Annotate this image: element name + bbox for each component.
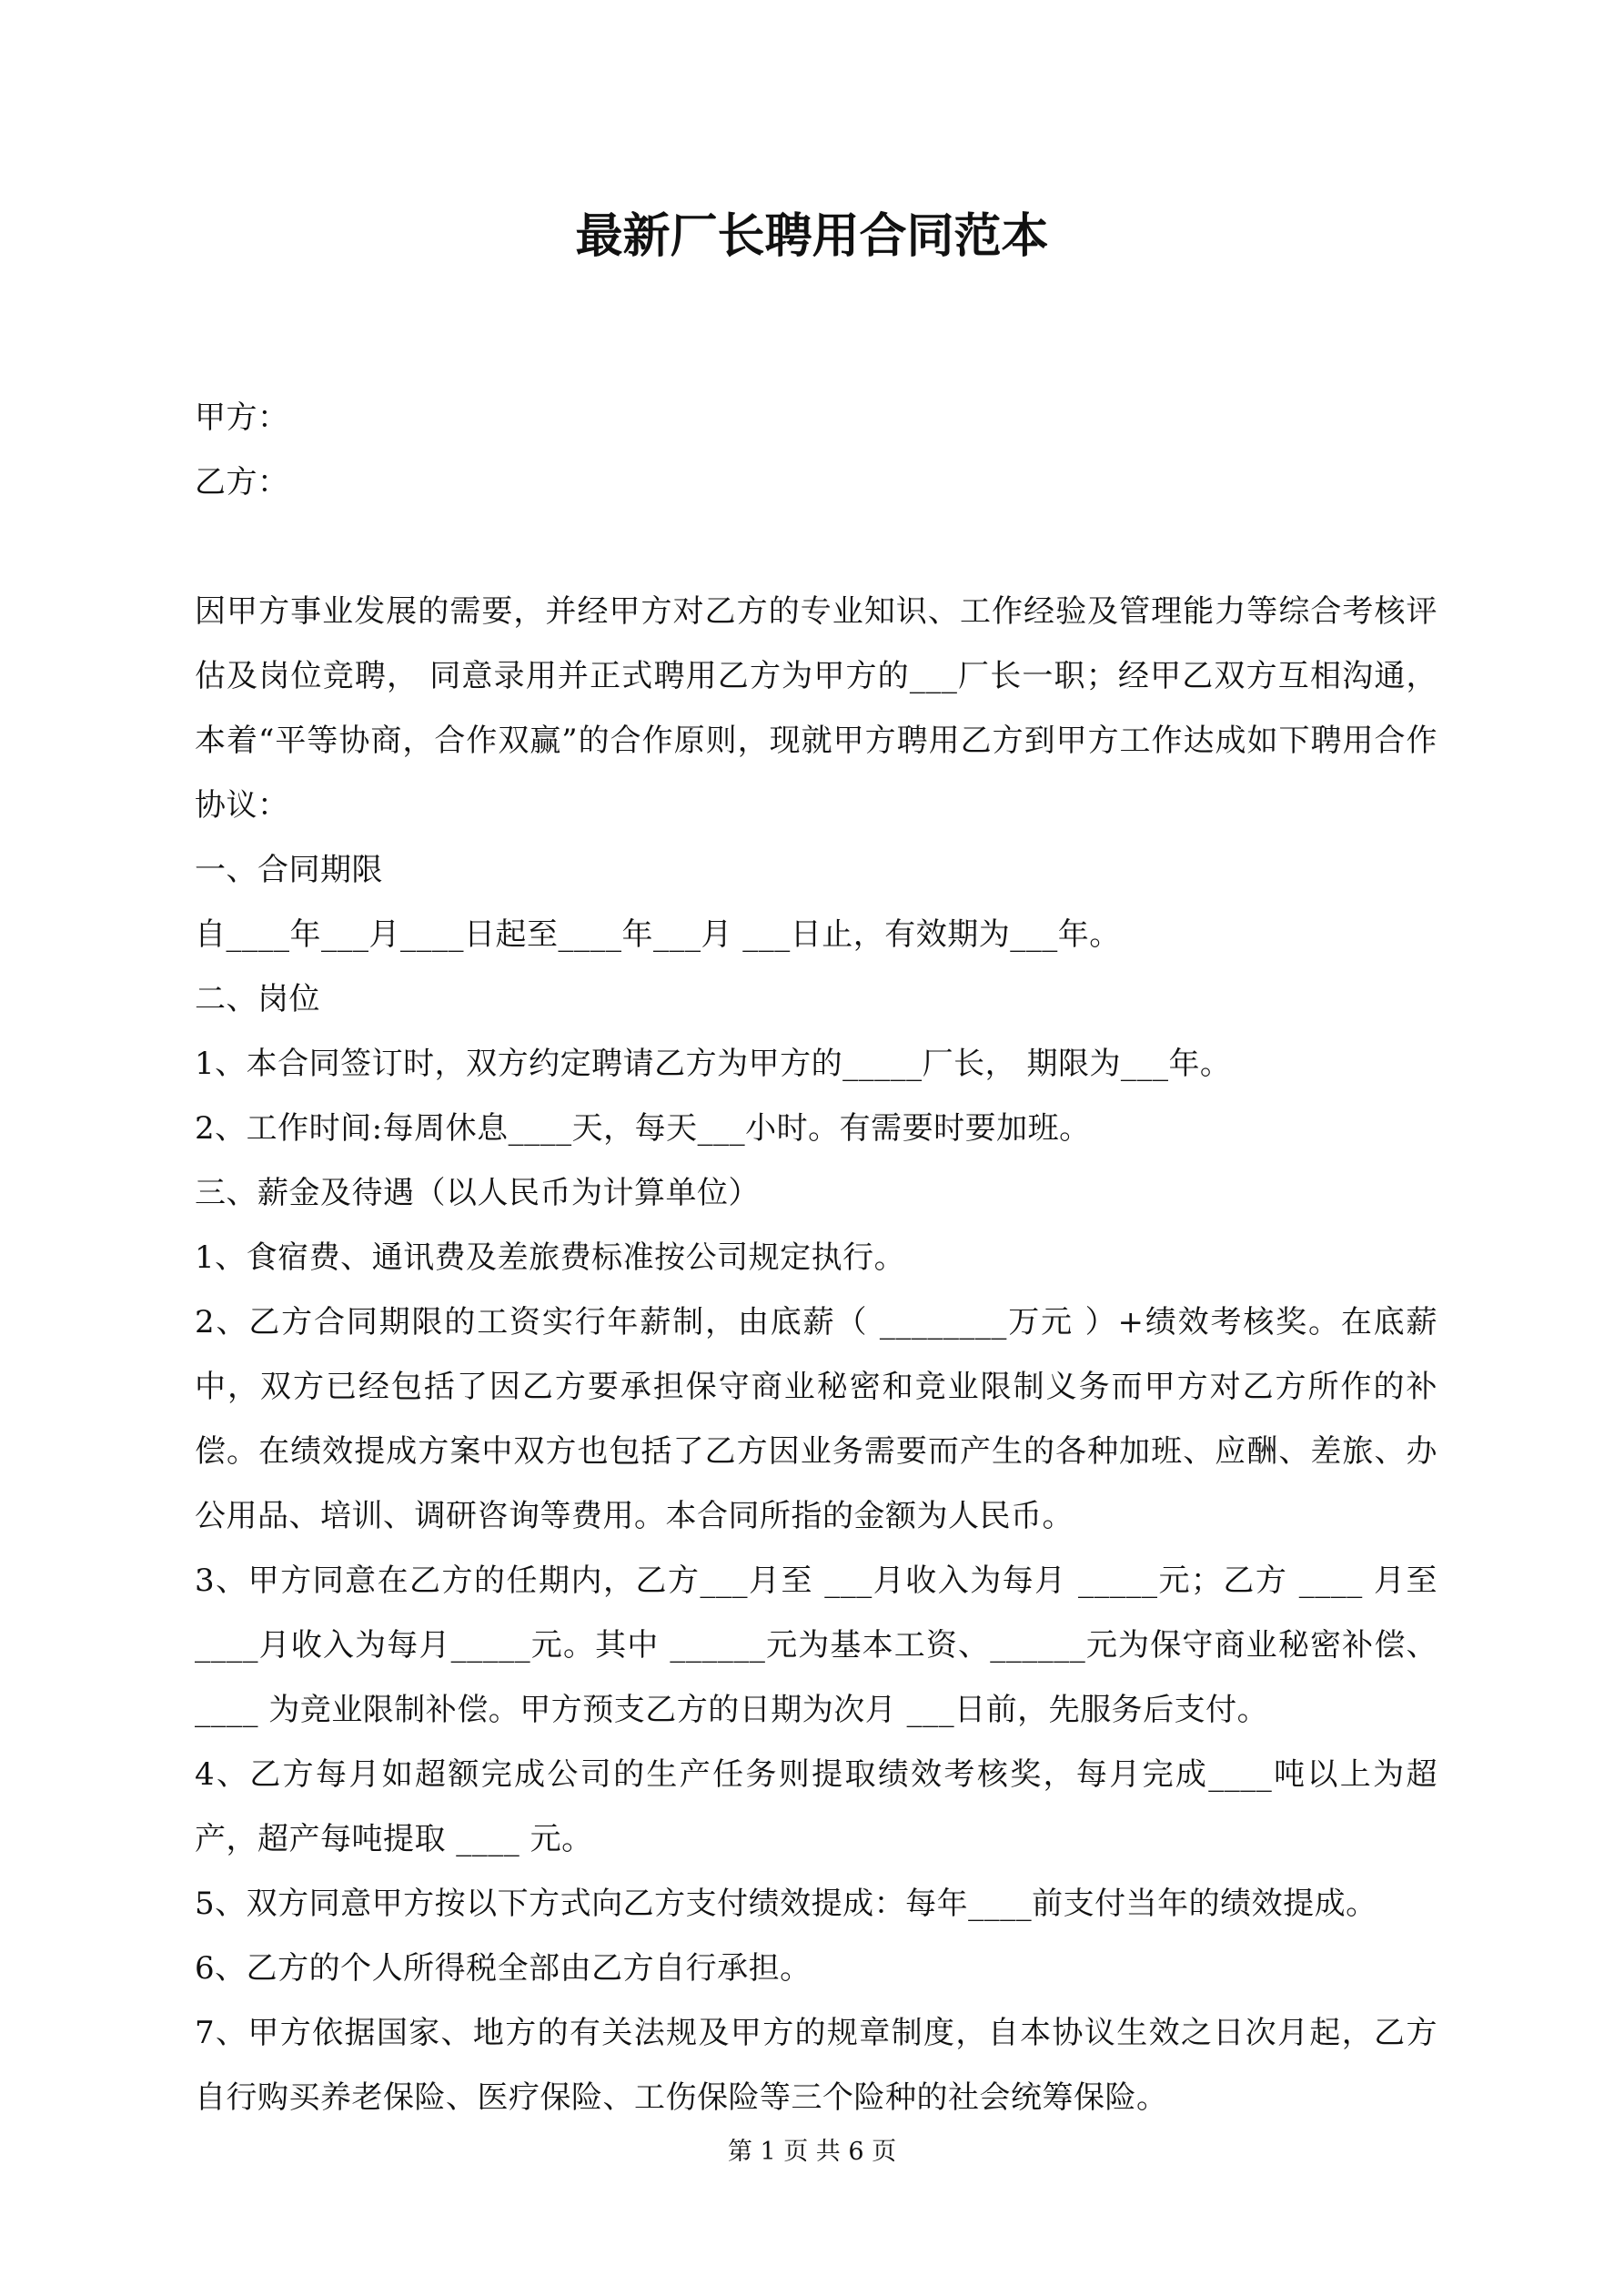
salary-paragraph-4: 4、乙方每月如超额完成公司的生产任务则提取绩效考核奖，每月完成____吨以上为超产，超产每吨提取 ____ 元。 xyxy=(195,1756,1437,1857)
salary-paragraph-1: 1、食宿费、通讯费及差旅费标准按公司规定执行。 xyxy=(195,1239,906,1276)
salary-paragraph-6: 6、乙方的个人所得税全部由乙方自行承担。 xyxy=(195,1950,812,1987)
section-heading-position: 二、岗位 xyxy=(195,981,320,1017)
salary-paragraph-7: 7、甲方依据国家、地方的有关法规及甲方的规章制度，自本协议生效之日次月起，乙方自行购买养老保险、医疗保险、工伤保险等三个险种的社会统筹保险。 xyxy=(195,2015,1437,2116)
salary-paragraph-5: 5、双方同意甲方按以下方式向乙方支付绩效提成：每年____前支付当年的绩效提成。 xyxy=(195,1886,1377,1922)
salary-paragraph-3: 3、甲方同意在乙方的任期内，乙方___月至 ___月收入为每月 _____元；乙方 ____ 月至 ____月收入为每月_____元。其中 ______元为基本工资、______元为保守商业秘密补偿、____ 为竞业限制补偿。甲方预支乙方的日期为次月 ___日前，先服务后支付。 xyxy=(195,1563,1437,1728)
page-footer: 第 1 页 共 6 页 xyxy=(727,2138,897,2166)
intro-paragraph: 因甲方事业发展的需要，并经甲方对乙方的专业知识、工作经验及管理能力等综合考核评估及岗位竞聘， 同意录用并正式聘用乙方为甲方的___厂长一职；经甲乙双方互相沟通，本着“平等协商，合作双赢”的合作原则，现就甲方聘用乙方到甲方工作达成如下聘用合作协议： xyxy=(195,593,1437,824)
position-paragraph-1: 1、本合同签订时，双方约定聘请乙方为甲方的_____厂长， 期限为___年。 xyxy=(195,1046,1232,1082)
party-a-line: 甲方： xyxy=(195,400,289,436)
position-paragraph-2: 2、工作时间:每周休息____天，每天___小时。有需要时要加班。 xyxy=(195,1110,1091,1147)
document-title: 最新厂长聘用合同范本 xyxy=(575,208,1049,264)
salary-paragraph-2: 2、乙方合同期限的工资实行年薪制，由底薪（ ________万元 ）+绩效考核奖。在底薪中，双方已经包括了因乙方要承担保守商业秘密和竞业限制义务而甲方对乙方所作的补偿。在绩效提成方案中双方也包括了乙方因业务需要而产生的各种加班、应酬、差旅、办公用品、培训、调研咨询等费用。本合同所指的金额为人民币。 xyxy=(195,1304,1437,1534)
term-paragraph: 自____年___月____日起至____年___月 ___日止，有效期为___年。 xyxy=(195,916,1121,953)
spacer xyxy=(195,515,1437,580)
party-b-line: 乙方： xyxy=(195,464,289,501)
section-heading-salary: 三、薪金及待遇（以人民币为计算单位） xyxy=(195,1175,760,1211)
section-heading-term: 一、合同期限 xyxy=(195,852,383,888)
document-body xyxy=(195,386,1437,2130)
